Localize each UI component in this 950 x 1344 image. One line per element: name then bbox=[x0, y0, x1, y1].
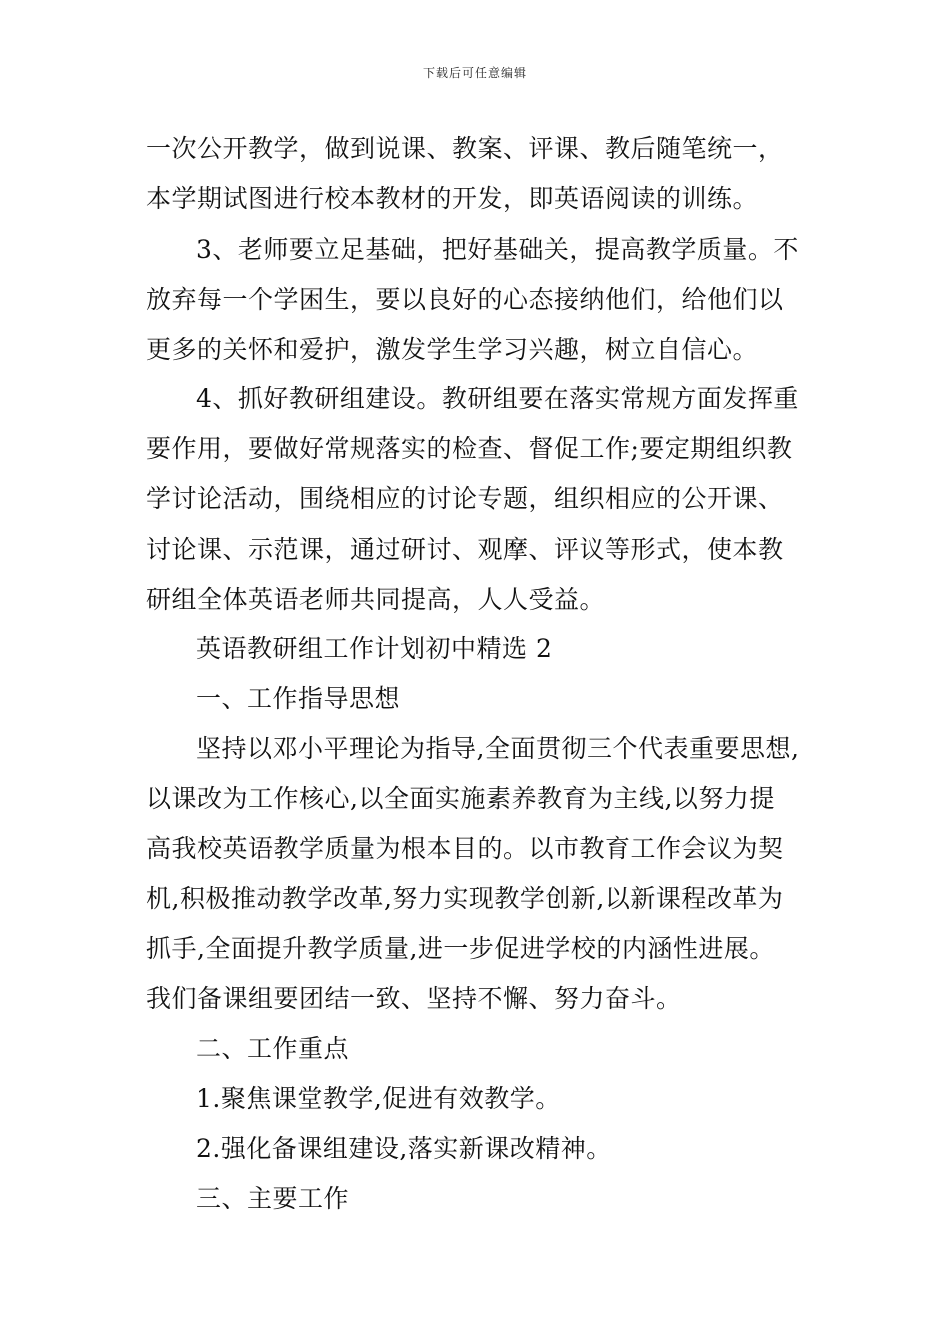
list-item: 2.强化备课组建设,落实新课改精神。 bbox=[196, 1134, 612, 1163]
section-heading: 三、主要工作 bbox=[196, 1184, 350, 1213]
text-line: 高我校英语教学质量为根本目的。以市教育工作会议为契 bbox=[146, 834, 784, 863]
list-item: 1.聚焦课堂教学,促进有效教学。 bbox=[196, 1084, 561, 1113]
text-line: 更多的关怀和爱护，激发学生学习兴趣，树立自信心。 bbox=[146, 335, 759, 364]
text-line: 以课改为工作核心,以全面实施素养教育为主线,以努力提 bbox=[146, 784, 775, 813]
text-line: 机,积极推动教学改革,努力实现教学创新,以新课程改革为 bbox=[146, 884, 784, 913]
text-line: 学讨论活动，围绕相应的讨论专题，组织相应的公开课、 bbox=[146, 484, 784, 513]
section-title: 英语教研组工作计划初中精选 2 bbox=[196, 634, 553, 663]
text-line: 要作用，要做好常规落实的检查、督促工作;要定期组织教 bbox=[146, 434, 793, 463]
text-line: 放弃每一个学困生，要以良好的心态接纳他们，给他们以 bbox=[146, 285, 784, 314]
text-line: 我们备课组要团结一致、坚持不懈、努力奋斗。 bbox=[146, 984, 682, 1013]
page-header-note: 下载后可任意编辑 bbox=[422, 66, 527, 80]
text-line: 讨论课、示范课，通过研讨、观摩、评议等形式，使本教 bbox=[146, 535, 784, 564]
text-line: 本学期试图进行校本教材的开发，即英语阅读的训练。 bbox=[146, 184, 759, 213]
text-line: 抓手,全面提升教学质量,进一步促进学校的内涵性进展。 bbox=[146, 934, 775, 963]
text-line: 3、老师要立足基础，把好基础关，提高教学质量。不 bbox=[196, 235, 799, 264]
text-line: 研组全体英语老师共同提高，人人受益。 bbox=[146, 585, 606, 614]
section-heading: 二、工作重点 bbox=[196, 1034, 350, 1063]
text-line: 坚持以邓小平理论为指导,全面贯彻三个代表重要思想, bbox=[196, 734, 800, 763]
section-heading: 一、工作指导思想 bbox=[196, 684, 401, 713]
text-line: 一次公开教学，做到说课、教案、评课、教后随笔统一， bbox=[146, 134, 784, 163]
text-line: 4、抓好教研组建设。教研组要在落实常规方面发挥重 bbox=[196, 384, 799, 413]
